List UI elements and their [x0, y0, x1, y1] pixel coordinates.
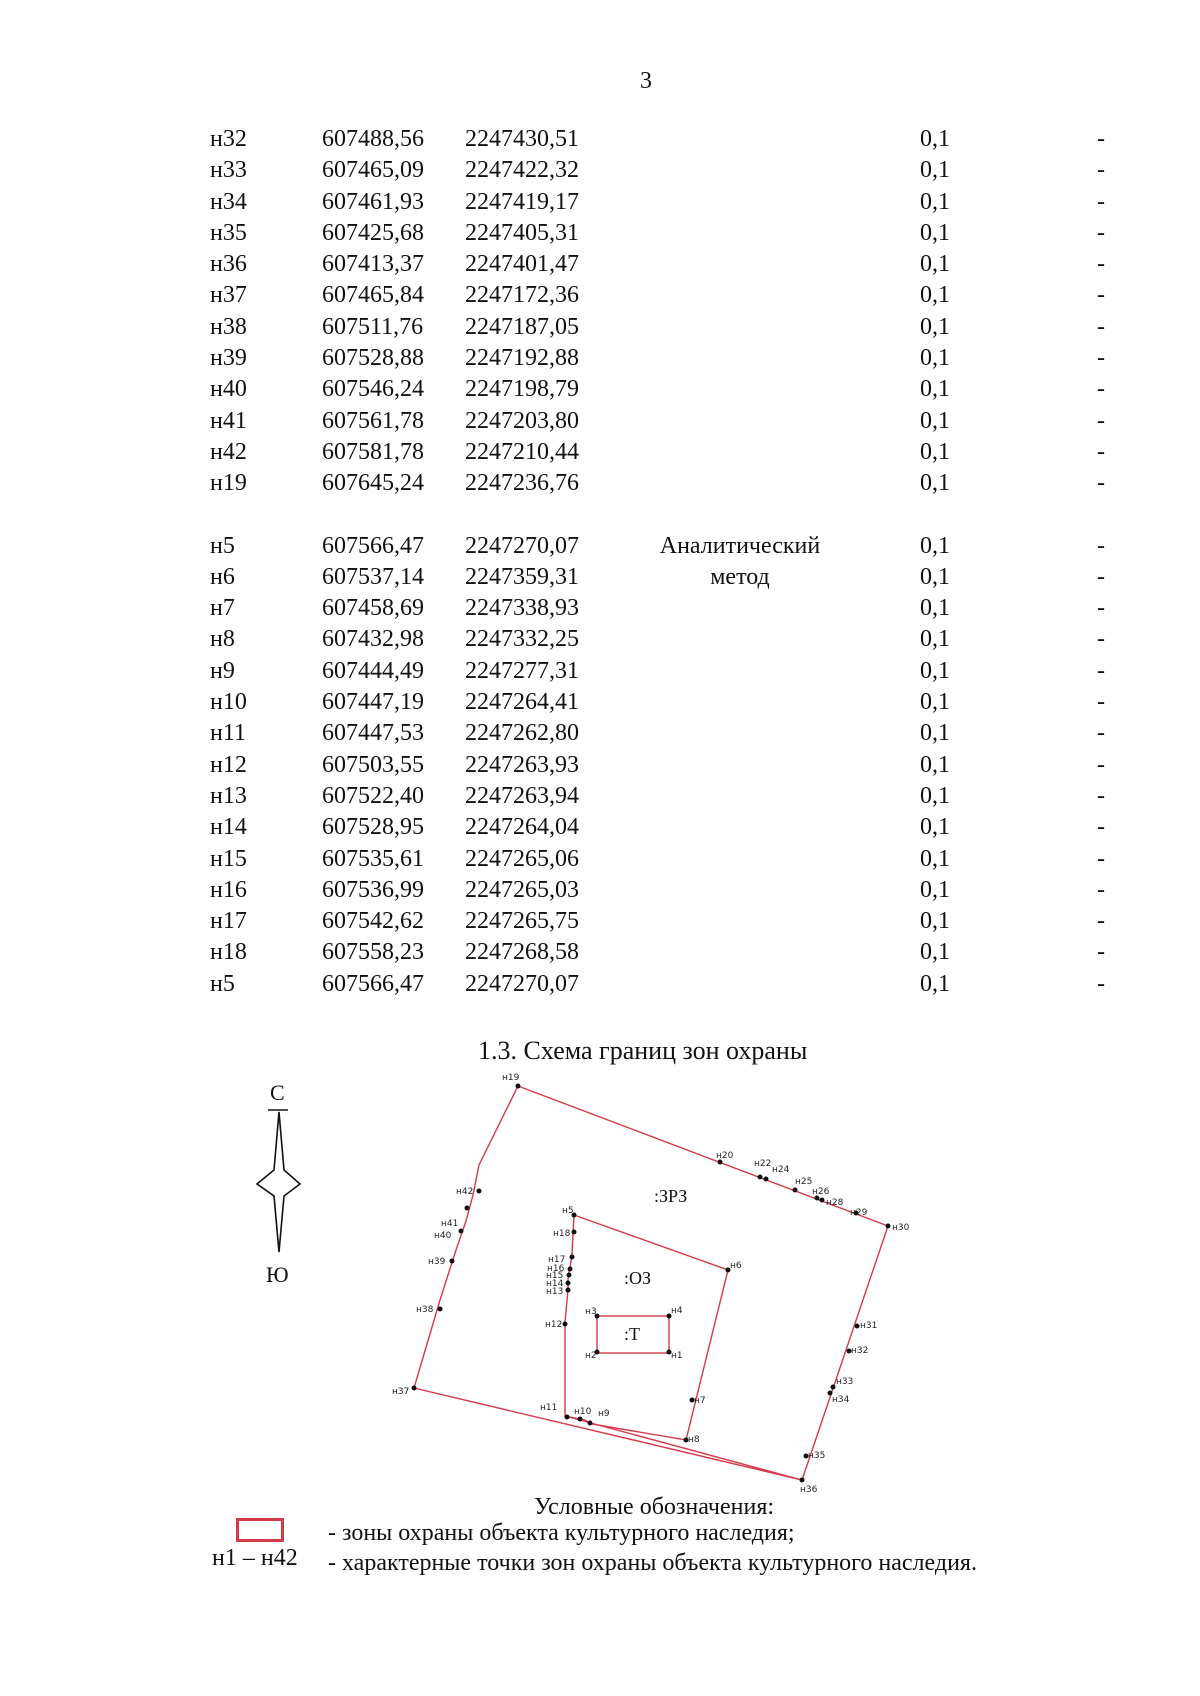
coord-x-cell: 607444,49 [322, 657, 424, 684]
coord-y-cell: 2247270,07 [465, 532, 579, 559]
point-label-n42: н42 [456, 1187, 474, 1197]
point-id-cell: н34 [210, 188, 247, 215]
coord-y-cell: 2247198,79 [465, 376, 579, 403]
point-id-cell: н7 [210, 595, 235, 622]
dash-cell: - [1097, 657, 1105, 684]
point-id-cell: н38 [210, 313, 247, 340]
dash-cell: - [1097, 219, 1105, 246]
point-label-n41: н41 [441, 1219, 459, 1229]
coord-y-cell: 2247268,58 [465, 939, 579, 966]
point-label-n26: н26 [812, 1187, 830, 1197]
coord-x-cell: 607546,24 [322, 376, 424, 403]
point-label-n15: н15 [546, 1271, 564, 1281]
coord-x-cell: 607566,47 [322, 532, 424, 559]
point-label-n28: н28 [826, 1198, 844, 1208]
accuracy-cell: 0,1 [920, 657, 950, 684]
coord-y-cell: 2247236,76 [465, 470, 579, 497]
accuracy-cell: 0,1 [920, 970, 950, 997]
compass-north-label: С [270, 1080, 285, 1105]
zone-zrz-label: :ЗРЗ [654, 1186, 688, 1206]
accuracy-cell: 0,1 [920, 219, 950, 246]
coord-x-cell: 607511,76 [322, 313, 424, 340]
dash-cell: - [1097, 313, 1105, 340]
dash-cell: - [1097, 407, 1105, 434]
coord-y-cell: 2247210,44 [465, 438, 579, 465]
dash-cell: - [1097, 814, 1105, 841]
point-label-n38: н38 [416, 1305, 434, 1315]
point-id-cell: н5 [210, 532, 235, 559]
accuracy-cell: 0,1 [920, 689, 950, 716]
point-label-n11: н11 [540, 1403, 558, 1413]
dash-cell: - [1097, 563, 1105, 590]
coord-y-cell: 2247359,31 [465, 563, 579, 590]
zone-t-label: :Т [624, 1324, 640, 1344]
coord-x-cell: 607432,98 [322, 626, 424, 653]
point-label-n13: н13 [546, 1287, 564, 1297]
point-id-cell: н15 [210, 845, 247, 872]
point-id-cell: н8 [210, 626, 235, 653]
accuracy-cell: 0,1 [920, 376, 950, 403]
dash-cell: - [1097, 345, 1105, 372]
coord-x-cell: 607566,47 [322, 970, 424, 997]
zone-oz-label: :ОЗ [624, 1268, 652, 1288]
accuracy-cell: 0,1 [920, 532, 950, 559]
coord-x-cell: 607447,53 [322, 720, 424, 747]
point-id-cell: н40 [210, 376, 247, 403]
legend-title: Условные обозначения: [534, 1494, 775, 1520]
point-id-cell: н32 [210, 126, 247, 152]
dash-cell: - [1097, 782, 1105, 809]
point-label-n1: н1 [671, 1351, 683, 1361]
accuracy-cell: 0,1 [920, 908, 950, 935]
point-label-n10: н10 [574, 1407, 592, 1417]
point-id-cell: н17 [210, 908, 247, 935]
coord-x-cell: 607542,62 [322, 908, 424, 935]
point-id-cell: н16 [210, 876, 247, 903]
point-label-n29: н29 [850, 1208, 868, 1218]
page-number: 3 [640, 68, 652, 94]
point-label-n9: н9 [598, 1409, 610, 1419]
compass-south-label: Ю [266, 1262, 289, 1287]
accuracy-cell: 0,1 [920, 563, 950, 590]
point-label-n6: н6 [730, 1261, 742, 1271]
accuracy-cell: 0,1 [920, 595, 950, 622]
coord-y-cell: 2247422,32 [465, 157, 579, 184]
coord-y-cell: 2247172,36 [465, 282, 579, 309]
accuracy-cell: 0,1 [920, 282, 950, 309]
dash-cell: - [1097, 626, 1105, 653]
coord-y-cell: 2247192,88 [465, 345, 579, 372]
point-id-cell: н14 [210, 814, 247, 841]
point-label-n34: н34 [832, 1395, 850, 1405]
point-label-n33: н33 [836, 1377, 854, 1387]
coord-y-cell: 2247264,04 [465, 814, 579, 841]
dash-cell: - [1097, 282, 1105, 309]
point-label-n31: н31 [860, 1321, 878, 1331]
accuracy-cell: 0,1 [920, 782, 950, 809]
coord-x-cell: 607537,14 [322, 563, 424, 590]
coord-y-cell: 2247265,75 [465, 908, 579, 935]
coord-x-cell: 607528,95 [322, 814, 424, 841]
point-label-n7: н7 [694, 1396, 706, 1406]
coord-y-cell: 2247203,80 [465, 407, 579, 434]
dash-cell: - [1097, 939, 1105, 966]
coord-x-cell: 607581,78 [322, 438, 424, 465]
accuracy-cell: 0,1 [920, 814, 950, 841]
accuracy-cell: 0,1 [920, 470, 950, 497]
dash-cell: - [1097, 970, 1105, 997]
accuracy-cell: 0,1 [920, 345, 950, 372]
dash-cell: - [1097, 845, 1105, 872]
coord-y-cell: 2247430,51 [465, 126, 579, 152]
point-id-cell: н41 [210, 407, 247, 434]
accuracy-cell: 0,1 [920, 876, 950, 903]
point-id-cell: н5 [210, 970, 235, 997]
point-label-n4: н4 [671, 1306, 683, 1316]
coord-y-cell: 2247405,31 [465, 219, 579, 246]
accuracy-cell: 0,1 [920, 939, 950, 966]
point-id-cell: н35 [210, 219, 247, 246]
coord-y-cell: 2247263,93 [465, 751, 579, 778]
accuracy-cell: 0,1 [920, 313, 950, 340]
point-id-cell: н18 [210, 939, 247, 966]
dash-cell: - [1097, 532, 1105, 559]
coord-x-cell: 607458,69 [322, 595, 424, 622]
accuracy-cell: 0,1 [920, 751, 950, 778]
coord-y-cell: 2247265,03 [465, 876, 579, 903]
accuracy-cell: 0,1 [920, 251, 950, 278]
dash-cell: - [1097, 251, 1105, 278]
point-label-n39: н39 [428, 1257, 446, 1267]
compass-icon [257, 1110, 300, 1252]
coord-y-cell: 2247338,93 [465, 595, 579, 622]
coord-x-cell: 607522,40 [322, 782, 424, 809]
accuracy-cell: 0,1 [920, 626, 950, 653]
coord-x-cell: 607503,55 [322, 751, 424, 778]
point-label-n30: н30 [892, 1223, 910, 1233]
dash-cell: - [1097, 595, 1105, 622]
point-label-n18: н18 [553, 1229, 571, 1239]
coord-y-cell: 2247277,31 [465, 657, 579, 684]
coord-x-cell: 607488,56 [322, 126, 424, 152]
accuracy-cell: 0,1 [920, 720, 950, 747]
point-id-cell: н33 [210, 157, 247, 184]
accuracy-cell: 0,1 [920, 845, 950, 872]
point-label-n8: н8 [688, 1435, 700, 1445]
legend-points-text: - характерные точки зон охраны объекта культурного наследия. [328, 1550, 977, 1576]
legend-point-range: н1 – н42 [212, 1545, 298, 1571]
point-label-n22: н22 [754, 1159, 772, 1169]
coord-x-cell: 607465,09 [322, 157, 424, 184]
accuracy-cell: 0,1 [920, 438, 950, 465]
point-label-n36: н36 [800, 1485, 818, 1495]
point-label-n16: н16 [547, 1264, 565, 1274]
legend-zones-text: - зоны охраны объекта культурного наследия; [328, 1520, 795, 1546]
coord-y-cell: 2247263,94 [465, 782, 579, 809]
point-label-n20: н20 [716, 1151, 734, 1161]
coord-x-cell: 607465,84 [322, 282, 424, 309]
legend-zone-swatch [236, 1518, 284, 1542]
coord-x-cell: 607413,37 [322, 251, 424, 278]
point-label-n37: н37 [392, 1387, 410, 1397]
point-id-cell: н10 [210, 689, 247, 716]
dash-cell: - [1097, 470, 1105, 497]
point-id-cell: н13 [210, 782, 247, 809]
dash-cell: - [1097, 908, 1105, 935]
coord-x-cell: 607461,93 [322, 188, 424, 215]
dash-cell: - [1097, 126, 1105, 152]
method-cell: метод [710, 563, 770, 590]
point-id-cell: н11 [210, 720, 246, 747]
dash-cell: - [1097, 876, 1105, 903]
point-id-cell: н12 [210, 751, 247, 778]
point-label-n3: н3 [585, 1307, 597, 1317]
coord-y-cell: 2247262,80 [465, 720, 579, 747]
scheme-title: 1.3. Схема границ зон охраны [478, 1036, 808, 1065]
coord-y-cell: 2247265,06 [465, 845, 579, 872]
point-id-cell: н9 [210, 657, 235, 684]
dash-cell: - [1097, 376, 1105, 403]
point-id-cell: н36 [210, 251, 247, 278]
coord-x-cell: 607536,99 [322, 876, 424, 903]
dash-cell: - [1097, 157, 1105, 184]
coord-y-cell: 2247401,47 [465, 251, 579, 278]
accuracy-cell: 0,1 [920, 188, 950, 215]
coord-x-cell: 607558,23 [322, 939, 424, 966]
dash-cell: - [1097, 689, 1105, 716]
coord-x-cell: 607645,24 [322, 470, 424, 497]
coord-y-cell: 2247332,25 [465, 626, 579, 653]
dash-cell: - [1097, 720, 1105, 747]
coord-y-cell: 2247270,07 [465, 970, 579, 997]
coord-x-cell: 607447,19 [322, 689, 424, 716]
coord-y-cell: 2247419,17 [465, 188, 579, 215]
point-label-n40: н40 [434, 1231, 452, 1241]
coord-y-cell: 2247187,05 [465, 313, 579, 340]
point-label-n17: н17 [548, 1255, 566, 1265]
point-id-cell: н42 [210, 438, 247, 465]
point-label-n5: н5 [562, 1206, 574, 1216]
accuracy-cell: 0,1 [920, 126, 950, 152]
point-id-cell: н6 [210, 563, 235, 590]
point-label-n19: н19 [502, 1073, 520, 1083]
point-label-n12: н12 [545, 1320, 563, 1330]
dash-cell: - [1097, 188, 1105, 215]
coord-y-cell: 2247264,41 [465, 689, 579, 716]
dash-cell: - [1097, 438, 1105, 465]
point-label-n25: н25 [795, 1177, 813, 1187]
accuracy-cell: 0,1 [920, 157, 950, 184]
accuracy-cell: 0,1 [920, 407, 950, 434]
coord-x-cell: 607561,78 [322, 407, 424, 434]
point-id-cell: н39 [210, 345, 247, 372]
point-id-cell: н37 [210, 282, 247, 309]
point-label-n2: н2 [585, 1351, 597, 1361]
method-cell: Аналитический [659, 532, 821, 559]
coord-x-cell: 607535,61 [322, 845, 424, 872]
point-label-n24: н24 [772, 1165, 790, 1175]
coord-x-cell: 607528,88 [322, 345, 424, 372]
point-label-n32: н32 [851, 1346, 869, 1356]
point-id-cell: н19 [210, 470, 247, 497]
dash-cell: - [1097, 751, 1105, 778]
point-label-n35: н35 [808, 1451, 826, 1461]
coord-x-cell: 607425,68 [322, 219, 424, 246]
point-label-n14: н14 [546, 1279, 564, 1289]
